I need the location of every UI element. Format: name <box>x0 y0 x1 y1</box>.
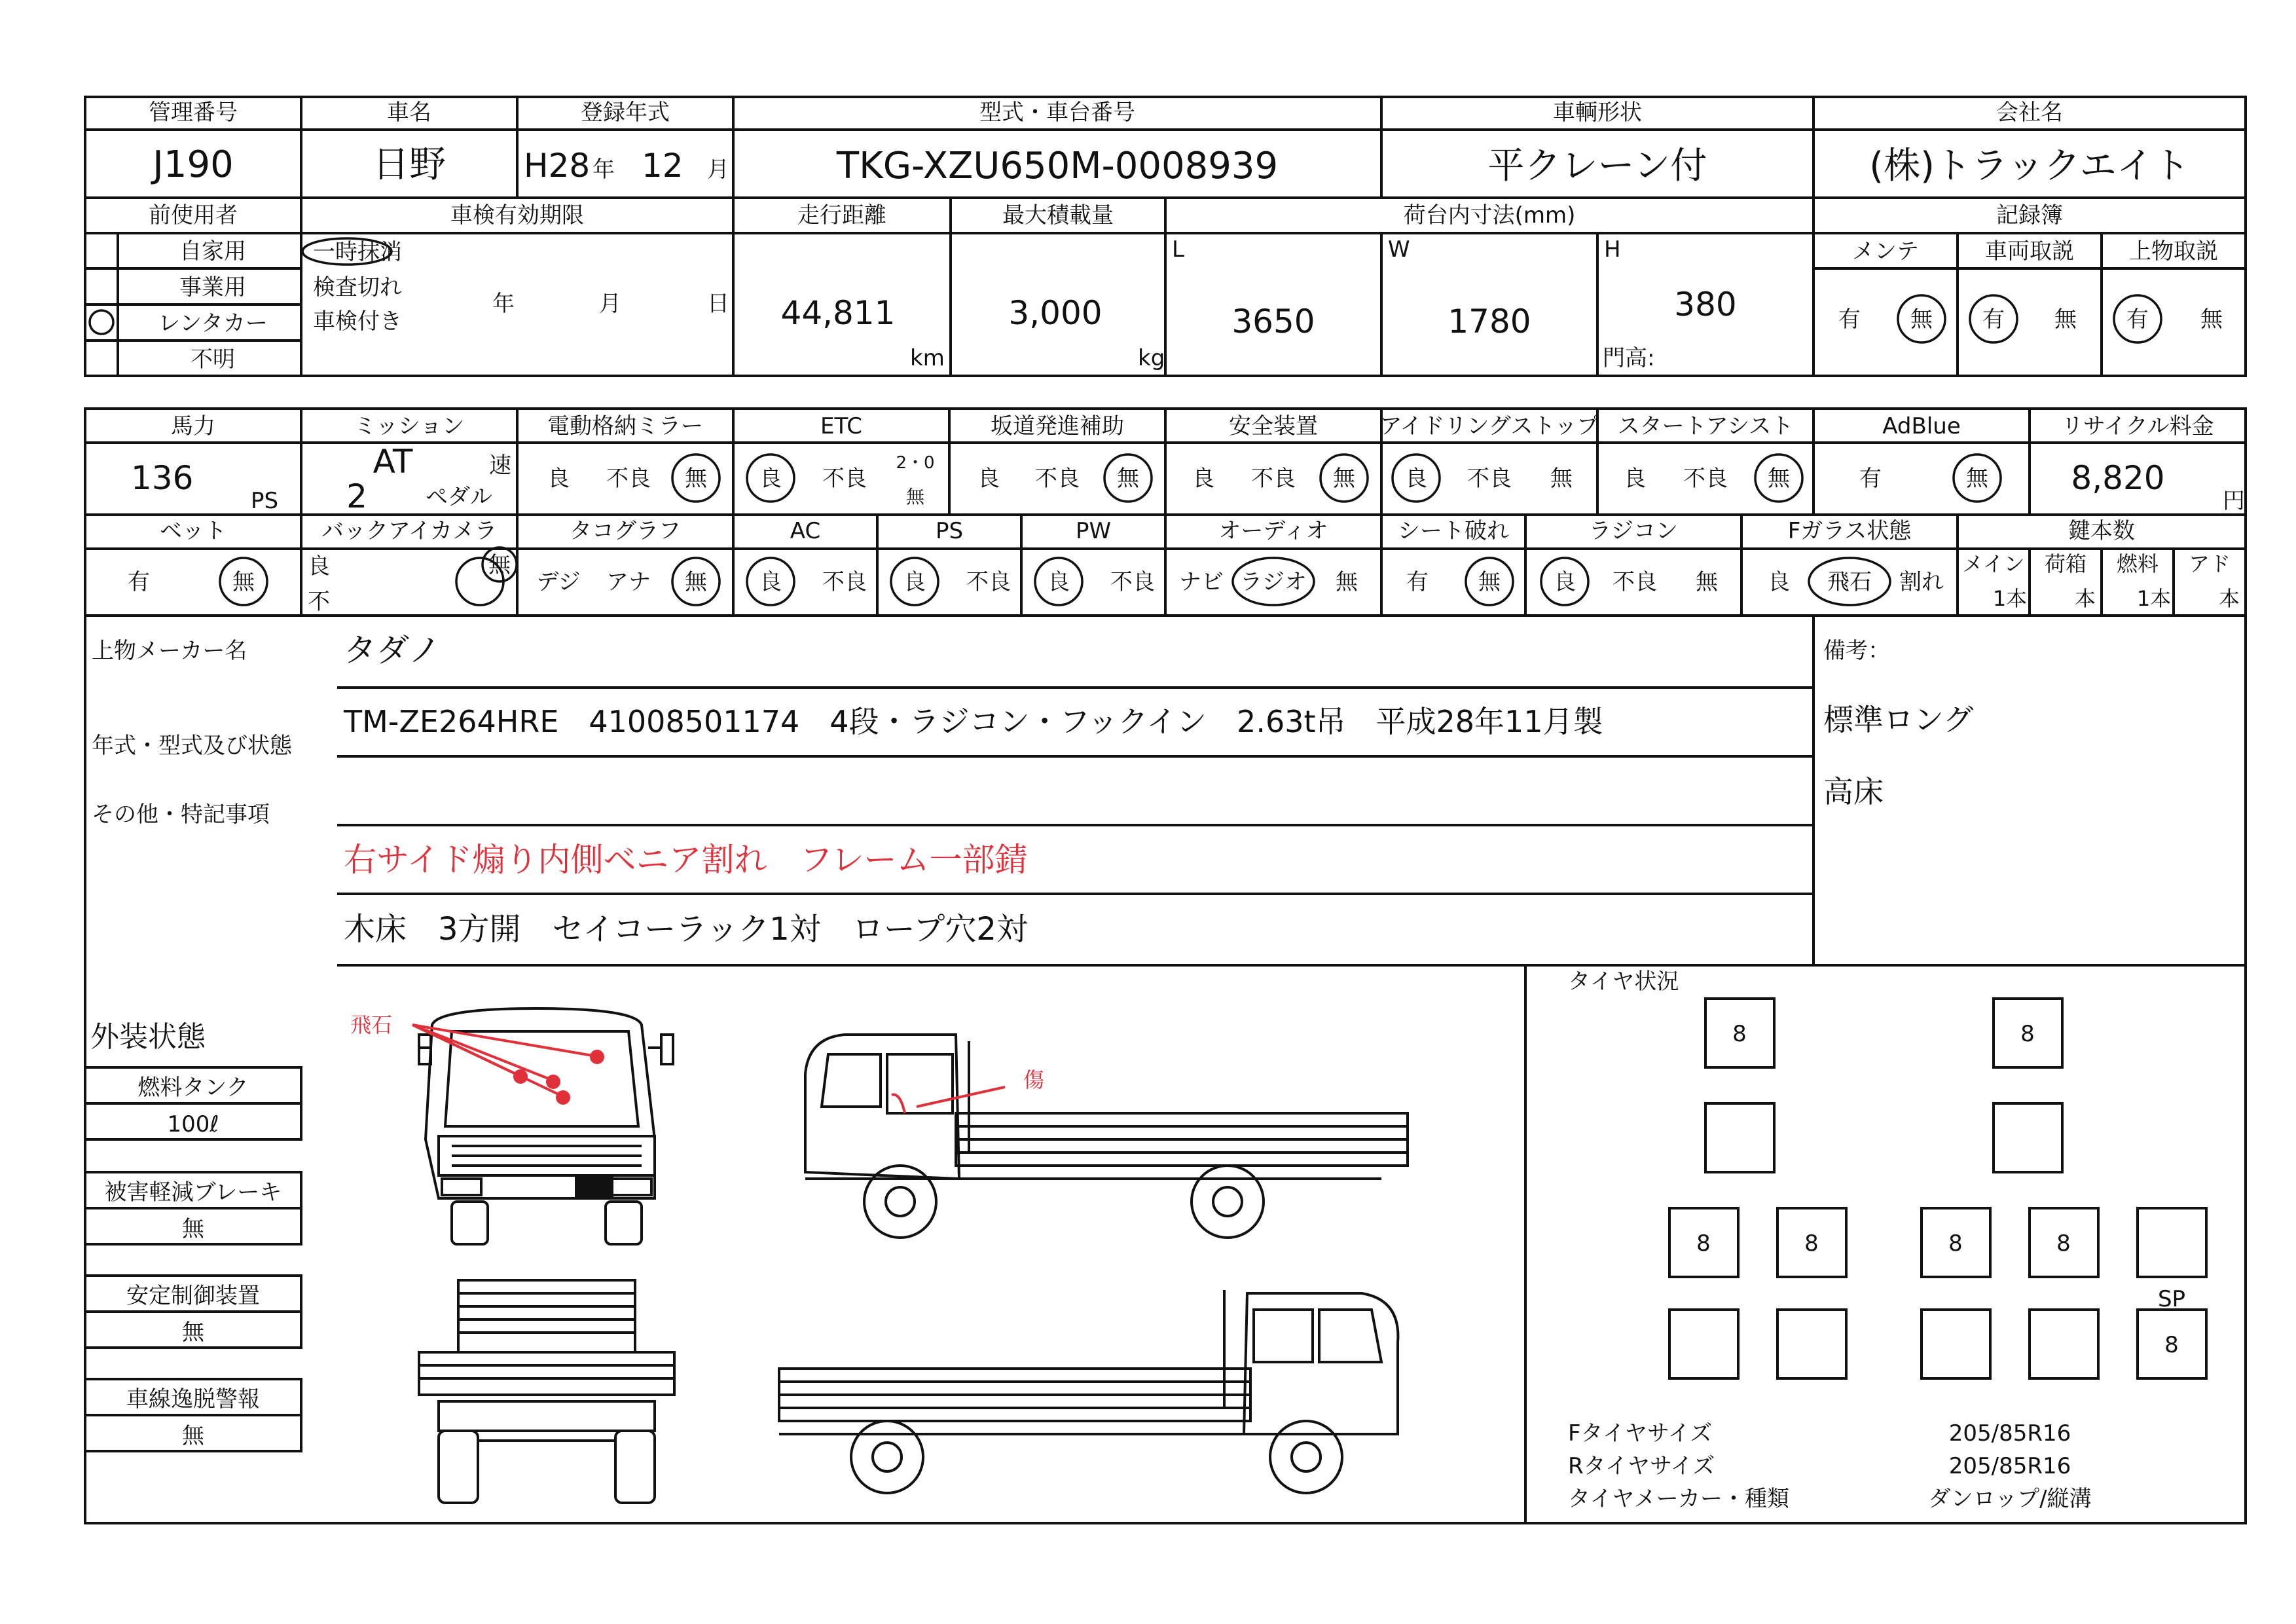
header-adblue: AdBlue <box>1882 413 1961 439</box>
tire-section-title: タイヤ状況 <box>1568 969 1679 995</box>
etc-bad: 不良 <box>822 466 867 492</box>
label-year-model: 年式・型式及び状態 <box>92 733 292 759</box>
header-transmission: ミッション <box>354 413 465 439</box>
header-hp: 馬力 <box>171 413 215 439</box>
label-other-notes: その他・特記事項 <box>92 802 270 828</box>
camera-good: 良 <box>308 553 330 580</box>
key-main-label: メイン <box>1962 551 2025 576</box>
tire-front-left: 8 <box>1732 1021 1747 1047</box>
kanri-number: J190 <box>153 143 234 186</box>
ps-bad: 不良 <box>966 569 1011 595</box>
transmission-speed-unit: 速 <box>489 452 511 479</box>
f-glass-good: 良 <box>1768 569 1790 595</box>
key-fuel-label: 燃料 <box>2116 551 2159 576</box>
bed-yes: 有 <box>128 569 150 595</box>
camera-not: 不 <box>308 589 330 615</box>
truck-rear-view-image <box>419 1280 674 1503</box>
f-tire-size-label: Fタイヤサイズ <box>1568 1420 1713 1447</box>
mileage-value: 44,811 <box>780 294 896 332</box>
remote-bad: 不良 <box>1613 569 1657 595</box>
collision-brake-label: 被害軽減ブレーキ <box>104 1179 282 1206</box>
header-recycle: リサイクル料金 <box>2061 413 2214 439</box>
idling-stop-none: 無 <box>1550 466 1573 492</box>
front-chip-label: 飛石 <box>350 1012 393 1037</box>
label-maker: 上物メーカー名 <box>92 638 247 664</box>
header-body-shape: 車輌形状 <box>1553 100 1642 126</box>
mirror-none: 無 <box>685 466 707 492</box>
fuel-tank-value: 100ℓ <box>167 1111 219 1137</box>
recycle-fee: 8,820 <box>2071 459 2165 497</box>
body-maker: タダノ <box>344 631 441 669</box>
key-ad-count: 本 <box>2218 586 2240 611</box>
max-load-unit: kg <box>1138 345 1165 371</box>
audio-radio: ラジオ <box>1240 569 1307 595</box>
dim-l-value: 3650 <box>1231 303 1315 341</box>
tire-maker: ダンロップ/縦溝 <box>1928 1486 2092 1512</box>
prev-user-business: 事業用 <box>179 274 246 301</box>
header-tachograph: タコグラフ <box>570 518 681 544</box>
key-ad-label: アド <box>2188 551 2231 576</box>
header-kanri: 管理番号 <box>149 100 238 126</box>
header-prev-user: 前使用者 <box>149 202 238 229</box>
pw-bad: 不良 <box>1110 569 1155 595</box>
key-fuel-count: 1本 <box>2136 586 2172 611</box>
header-hill-assist: 坂道発進補助 <box>991 413 1124 439</box>
header-pw: PW <box>1075 518 1112 544</box>
header-safety: 安全装置 <box>1229 413 1318 439</box>
header-idling-stop: アイドリングストップ <box>1379 413 1599 439</box>
stability-control-value: 無 <box>182 1320 204 1346</box>
hill-assist-bad: 不良 <box>1035 466 1080 492</box>
header-ps: PS <box>935 518 964 544</box>
shaken-temp-cancel: 一時抹消 <box>313 239 402 265</box>
exterior-title: 外装状態 <box>90 1020 206 1054</box>
hp-unit: PS <box>251 488 279 514</box>
header-etc: ETC <box>820 413 862 439</box>
lane-departure-value: 無 <box>182 1423 204 1449</box>
tire-rear-right-outer: 8 <box>2056 1230 2071 1257</box>
idling-stop-good: 良 <box>1405 466 1427 492</box>
car-name: 日野 <box>373 143 446 186</box>
ac-bad: 不良 <box>822 569 867 595</box>
header-mirror: 電動格納ミラー <box>547 413 703 439</box>
record-mainte: メンテ <box>1852 238 1919 265</box>
reg-year: H28 <box>524 147 591 185</box>
damage-markers <box>412 1025 1005 1113</box>
company-name: (株)トラックエイト <box>1869 145 2190 187</box>
ps-good: 良 <box>903 569 926 595</box>
seat-tear-yes: 有 <box>1406 569 1429 595</box>
etc-good: 良 <box>759 466 782 492</box>
prev-user-unknown: 不明 <box>191 346 235 373</box>
header-model: 型式・車台番号 <box>979 100 1135 126</box>
transmission-pedal: ペダル <box>426 484 492 510</box>
monko-label: 門高: <box>1603 345 1655 371</box>
r-tire-size-label: Rタイヤサイズ <box>1568 1453 1715 1479</box>
header-car-name: 車名 <box>387 100 431 126</box>
header-audio: オーディオ <box>1218 518 1328 544</box>
header-bed: ベット <box>160 518 227 544</box>
header-max-load: 最大積載量 <box>1002 202 1114 229</box>
pw-good: 良 <box>1048 569 1070 595</box>
remark-high-floor: 高床 <box>1823 774 1884 809</box>
tire-front-right: 8 <box>2020 1021 2035 1047</box>
bed-no: 無 <box>232 569 255 595</box>
f-tire-size: 205/85R16 <box>1948 1420 2071 1447</box>
header-start-assist: スタートアシスト <box>1617 413 1794 439</box>
truck-left-side-image <box>805 1035 1408 1238</box>
mileage-unit: km <box>910 345 945 371</box>
prev-user-rental: レンタカー <box>158 310 268 337</box>
damage-note: 右サイド煽り内側ベニア割れ フレーム一部錆 <box>344 841 1028 879</box>
header-f-glass: Fガラス状態 <box>1787 518 1912 544</box>
f-glass-chip: 飛石 <box>1827 569 1872 595</box>
mirror-bad: 不良 <box>606 466 651 492</box>
audio-none: 無 <box>1336 569 1358 595</box>
body-manual-no: 無 <box>2200 306 2223 333</box>
shaken-year-unit: 年 <box>492 291 515 317</box>
dim-label-l: L <box>1172 236 1184 263</box>
tacho-digital: デジ <box>536 569 581 595</box>
ac-good: 良 <box>759 569 782 595</box>
start-assist-good: 良 <box>1624 466 1646 492</box>
side-scratch-label: 傷 <box>1023 1067 1045 1092</box>
tire-maker-label: タイヤメーカー・種類 <box>1568 1486 1789 1512</box>
etc-version: 2・0 <box>896 453 935 473</box>
idling-stop-bad: 不良 <box>1467 466 1512 492</box>
header-reg-year: 登録年式 <box>581 100 670 126</box>
safety-none: 無 <box>1333 466 1355 492</box>
header-remote: ラジコン <box>1589 518 1678 544</box>
hill-assist-none: 無 <box>1117 466 1139 492</box>
tire-spare: 8 <box>2164 1332 2179 1358</box>
fuel-tank-label: 燃料タンク <box>137 1075 249 1101</box>
hill-assist-good: 良 <box>977 466 1000 492</box>
mirror-good: 良 <box>547 466 570 492</box>
header-ac: AC <box>790 518 821 544</box>
etc-none: 無 <box>905 486 925 507</box>
shaken-valid: 車検付き <box>313 308 402 335</box>
header-cargo-dims: 荷台内寸法(mm) <box>1403 202 1576 229</box>
model-chassis-number: TKG-XZU650M-0008939 <box>836 145 1279 187</box>
remote-good: 良 <box>1554 569 1576 595</box>
dim-w-value: 1780 <box>1448 303 1531 341</box>
reg-year-unit: 年 <box>592 157 615 183</box>
vehicle-manual-no: 無 <box>2054 306 2077 333</box>
remarks-label: 備考： <box>1823 638 1890 664</box>
safety-good: 良 <box>1192 466 1214 492</box>
f-glass-crack: 割れ <box>1899 569 1944 595</box>
truck-right-side-image <box>779 1290 1398 1493</box>
start-assist-none: 無 <box>1768 466 1790 492</box>
tire-spare-label: SP <box>2157 1286 2186 1312</box>
shaken-day-unit: 日 <box>707 291 729 317</box>
safety-bad: 不良 <box>1251 466 1296 492</box>
reg-month-unit: 月 <box>707 157 729 183</box>
seat-tear-no: 無 <box>1478 569 1501 595</box>
mainte-no: 無 <box>1910 306 1933 333</box>
shaken-month-unit: 月 <box>599 291 621 317</box>
stability-control-label: 安定制御装置 <box>126 1283 260 1309</box>
key-box-label: 荷箱 <box>2044 551 2087 576</box>
recycle-yen: 円 <box>2223 488 2245 514</box>
dim-label-h: H <box>1604 236 1621 263</box>
key-box-count: 本 <box>2074 586 2096 611</box>
header-company: 会社名 <box>1996 100 2063 126</box>
hp-value: 136 <box>131 459 194 497</box>
dim-label-w: W <box>1388 236 1410 263</box>
lane-departure-label: 車線逸脱警報 <box>126 1386 260 1412</box>
start-assist-bad: 不良 <box>1683 466 1728 492</box>
remark-standard-long: 標準ロング <box>1823 702 1974 737</box>
mainte-yes: 有 <box>1838 306 1861 333</box>
tire-rear-left-inner: 8 <box>1804 1230 1819 1257</box>
reg-month: 12 <box>642 147 683 185</box>
vehicle-manual-yes: 有 <box>1982 306 2005 333</box>
header-back-camera: バックアイカメラ <box>321 518 497 544</box>
body-manual-yes: 有 <box>2126 306 2149 333</box>
header-shaken: 車検有効期限 <box>450 202 584 229</box>
header-seat-tear: シート破れ <box>1398 518 1509 544</box>
transmission-speeds: 2 <box>346 477 367 515</box>
dim-h-value: 380 <box>1674 286 1737 323</box>
tire-rear-right-inner: 8 <box>1948 1230 1963 1257</box>
collision-brake-value: 無 <box>182 1216 204 1242</box>
audio-navi: ナビ <box>1179 569 1224 595</box>
remote-none: 無 <box>1696 569 1718 595</box>
header-mileage: 走行距離 <box>797 202 886 229</box>
key-main-count: 1本 <box>1992 586 2028 611</box>
tacho-none: 無 <box>685 569 707 595</box>
record-body-manual: 上物取説 <box>2129 238 2218 265</box>
shaken-expired: 検査切れ <box>313 274 402 301</box>
prev-user-private: 自家用 <box>179 238 246 265</box>
adblue-none: 無 <box>1966 466 1988 492</box>
camera-none: 無 <box>488 552 511 578</box>
transmission-type: AT <box>373 443 413 481</box>
record-vehicle-manual: 車両取説 <box>1985 238 2074 265</box>
header-keys: 鍵本数 <box>2068 518 2135 544</box>
extras-note: 木床 3方開 セイコーラック1対 ロープ穴2対 <box>344 911 1028 948</box>
tire-rear-left-outer: 8 <box>1696 1230 1711 1257</box>
max-load-value: 3,000 <box>1008 294 1102 332</box>
header-records: 記録簿 <box>1996 202 2063 229</box>
body-shape: 平クレーン付 <box>1487 145 1707 187</box>
crane-spec: TM-ZE264HRE 41008501174 4段・ラジコン・フックイン 2.63t吊 平成28年11月製 <box>344 704 1603 739</box>
tacho-analog: アナ <box>606 569 651 595</box>
r-tire-size: 205/85R16 <box>1948 1453 2071 1479</box>
adblue-yes: 有 <box>1859 466 1882 492</box>
